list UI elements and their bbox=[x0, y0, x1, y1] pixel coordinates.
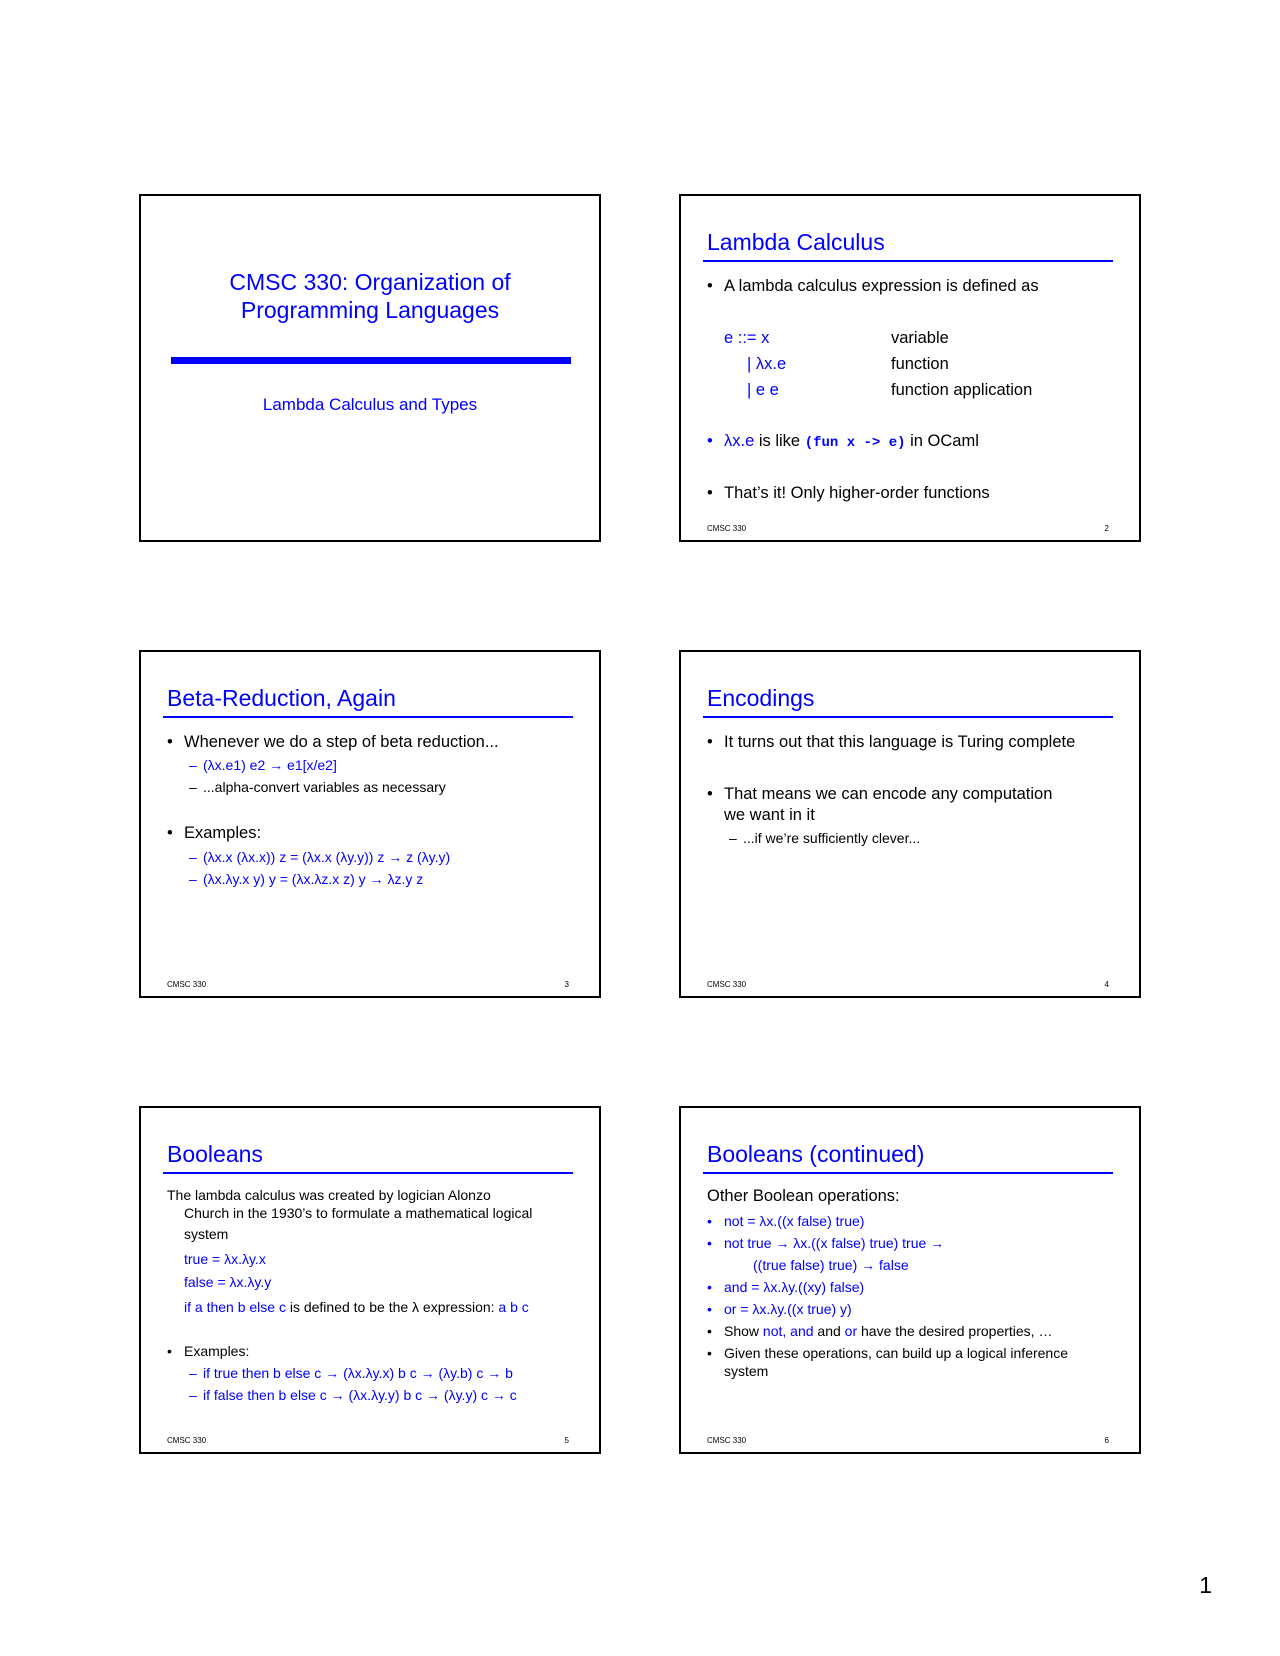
bullet-dot-icon: • bbox=[707, 1279, 712, 1295]
bullet-dot-icon: • bbox=[707, 1235, 712, 1251]
paragraph-text: The lambda calculus was created by logician Alonzo bbox=[167, 1187, 491, 1203]
grammar-desc: function application bbox=[891, 381, 1033, 399]
grammar-desc: function bbox=[891, 355, 949, 373]
slide-footer-course: CMSC 330 bbox=[707, 524, 747, 533]
bullet-item bbox=[707, 1234, 944, 1252]
bullet-text: is like bbox=[754, 432, 805, 450]
sub-item bbox=[189, 778, 446, 796]
sub-item bbox=[189, 870, 423, 888]
bullet-text: It turns out that this language is Turing complete bbox=[724, 733, 1076, 751]
bullet-text: Whenever we do a step of beta reduction... bbox=[184, 733, 499, 751]
bullet-text: not = λx.((x false) true) bbox=[724, 1213, 865, 1229]
grammar-lhs: | e e bbox=[747, 381, 779, 399]
bullet-text: Examples: bbox=[184, 824, 262, 842]
slide-5 bbox=[139, 1106, 601, 1454]
title-rule bbox=[163, 1172, 573, 1174]
bullet-dot-icon: • bbox=[167, 1343, 172, 1359]
bullet-text: in OCaml bbox=[905, 432, 979, 450]
slide-footer-course: CMSC 330 bbox=[167, 1436, 207, 1445]
course-title-line-2: Programming Languages bbox=[240, 297, 500, 323]
slide-number: 3 bbox=[564, 980, 569, 989]
slide-title: Booleans (continued) bbox=[707, 1141, 925, 1167]
section-heading: Other Boolean operations: bbox=[707, 1187, 900, 1205]
title-rule bbox=[703, 716, 1113, 718]
slide-number: 2 bbox=[1104, 524, 1109, 533]
course-title-line-1: CMSC 330: Organization of bbox=[229, 269, 511, 295]
bullet-dot-icon: • bbox=[707, 1301, 712, 1317]
bullet-item bbox=[707, 1212, 864, 1230]
lecture-subtitle: Lambda Calculus and Types bbox=[262, 395, 478, 414]
sub-text: (λx.e1) e2 → e1[x/e2] bbox=[203, 757, 337, 773]
bullet-text: A lambda calculus expression is defined as bbox=[724, 277, 1039, 295]
sub-text: (λx.λy.x y) y = (λx.λz.x z) y → λz.y z bbox=[203, 871, 424, 887]
bullet-item bbox=[167, 823, 261, 844]
slide-title: Beta-Reduction, Again bbox=[167, 685, 396, 711]
sub-text: if true then b else c → (λx.λy.x) b c → (λy.b) c → b bbox=[203, 1365, 513, 1381]
bullet-dot-icon: • bbox=[707, 785, 713, 803]
slide-4 bbox=[679, 650, 1141, 998]
slide-6 bbox=[679, 1106, 1141, 1454]
slide-2 bbox=[679, 194, 1141, 542]
sub-text: if false then b else c → (λx.λy.y) b c → (λy.y) c → c bbox=[203, 1387, 517, 1403]
dash-icon: – bbox=[189, 871, 197, 887]
bullet-dot-icon: • bbox=[167, 824, 173, 842]
bullet-item bbox=[707, 431, 979, 454]
sub-item bbox=[189, 1364, 513, 1382]
bullet-text: or = λx.λy.((x true) y) bbox=[724, 1301, 852, 1317]
sub-item bbox=[189, 756, 337, 774]
slide-number: 6 bbox=[1104, 1436, 1109, 1445]
bullet-item bbox=[707, 1322, 1052, 1340]
slide-number: 4 bbox=[1104, 980, 1109, 989]
dash-icon: – bbox=[729, 830, 737, 846]
sub-text: ...if we’re sufficiently clever... bbox=[743, 830, 921, 846]
true-definition: true = λx.λy.x bbox=[184, 1251, 266, 1267]
bullet-text: Given these operations, can build up a logical inference bbox=[724, 1345, 1068, 1361]
sub-item bbox=[189, 1386, 517, 1404]
slide-title: Encodings bbox=[707, 685, 815, 711]
slide-footer-course: CMSC 330 bbox=[707, 980, 747, 989]
bullet-text: That’s it! Only higher-order functions bbox=[724, 484, 990, 502]
bullet-text: Examples: bbox=[184, 1343, 250, 1359]
title-rule bbox=[703, 260, 1113, 262]
slide-number: 5 bbox=[564, 1436, 569, 1445]
slide-footer-course: CMSC 330 bbox=[707, 1436, 747, 1445]
title-rule bbox=[163, 716, 573, 718]
bullet-item bbox=[707, 1278, 864, 1296]
bullet-text: and bbox=[813, 1323, 845, 1339]
bullet-item bbox=[707, 276, 1039, 297]
op-name: and bbox=[790, 1323, 814, 1339]
slide-1 bbox=[139, 194, 601, 542]
slide-3 bbox=[139, 650, 601, 998]
slide-title: Booleans bbox=[167, 1141, 263, 1167]
bullet-text: and = λx.λy.((xy) false) bbox=[724, 1279, 865, 1295]
page-number: 1 bbox=[1199, 1572, 1212, 1598]
op-name: or bbox=[844, 1323, 858, 1339]
course-title bbox=[141, 268, 599, 324]
bullet-dot-icon: • bbox=[167, 733, 173, 751]
bullet-item bbox=[707, 1344, 1068, 1380]
bullet-item bbox=[707, 732, 1075, 753]
op-name: not bbox=[762, 1323, 783, 1339]
bullet-dot-icon: • bbox=[707, 432, 713, 450]
grammar-lhs: | λx.e bbox=[747, 355, 787, 373]
lambda-expr: λx.e bbox=[724, 432, 755, 450]
bullet-item bbox=[167, 1342, 249, 1360]
dash-icon: – bbox=[189, 779, 197, 795]
bullet-item bbox=[167, 732, 499, 753]
bullet-text: , bbox=[782, 1323, 791, 1339]
paragraph-text: system bbox=[184, 1226, 229, 1242]
bullet-text: system bbox=[724, 1363, 769, 1379]
ocaml-code: (fun x -> e) bbox=[804, 435, 906, 451]
dash-icon: – bbox=[189, 757, 197, 773]
ite-expr: if a then b else c bbox=[184, 1299, 286, 1315]
ite-expr: a b c bbox=[498, 1299, 529, 1315]
bullet-dot-icon: • bbox=[707, 1323, 712, 1339]
slide-title: Lambda Calculus bbox=[707, 229, 885, 255]
bullet-item bbox=[707, 784, 1052, 826]
bullet-continuation: ((true false) true) → false bbox=[753, 1257, 909, 1273]
sub-item bbox=[189, 848, 450, 866]
title-divider bbox=[171, 357, 571, 364]
paragraph-text: Church in the 1930’s to formulate a mathematical logical bbox=[184, 1205, 533, 1221]
bullet-text: we want in it bbox=[724, 806, 815, 824]
grammar-desc: variable bbox=[891, 329, 949, 347]
bullet-text: have the desired properties, … bbox=[857, 1323, 1053, 1339]
dash-icon: – bbox=[189, 1365, 197, 1381]
bullet-item bbox=[707, 483, 990, 504]
if-then-else-definition bbox=[184, 1298, 529, 1316]
bullet-text: not true → λx.((x false) true) true → bbox=[724, 1235, 945, 1251]
bullet-dot-icon: • bbox=[707, 277, 713, 295]
bullet-dot-icon: • bbox=[707, 733, 713, 751]
bullet-dot-icon: • bbox=[707, 1345, 712, 1361]
title-rule bbox=[703, 1172, 1113, 1174]
dash-icon: – bbox=[189, 1387, 197, 1403]
slide-footer-course: CMSC 330 bbox=[167, 980, 207, 989]
sub-item bbox=[729, 829, 920, 847]
bullet-dot-icon: • bbox=[707, 484, 713, 502]
sub-text: ...alpha-convert variables as necessary bbox=[203, 779, 446, 795]
sub-text: (λx.x (λx.x)) z = (λx.x (λy.y)) z → z (λy.y) bbox=[203, 849, 451, 865]
bullet-text: Show bbox=[724, 1323, 763, 1339]
ite-text: is defined to be the λ expression: bbox=[285, 1299, 499, 1315]
bullet-dot-icon: • bbox=[707, 1213, 712, 1229]
bullet-item bbox=[707, 1300, 852, 1318]
bullet-text: That means we can encode any computation bbox=[724, 785, 1053, 803]
grammar-lhs: e ::= x bbox=[724, 329, 770, 347]
false-definition: false = λx.λy.y bbox=[184, 1274, 272, 1290]
dash-icon: – bbox=[189, 849, 197, 865]
